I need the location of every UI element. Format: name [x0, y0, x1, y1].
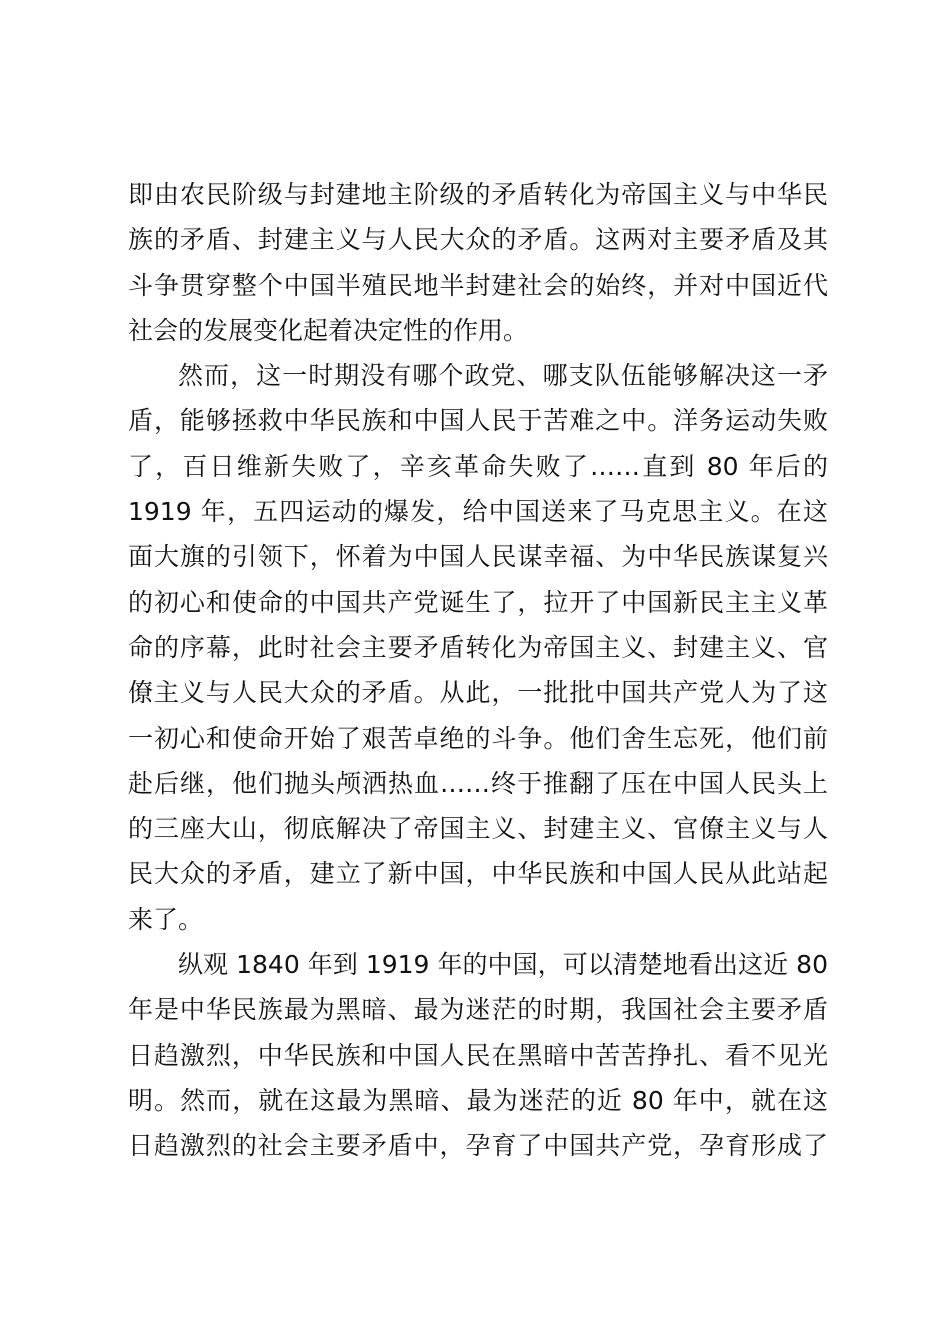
- paragraph-2-line-10: 赴后继，他们抛头颅洒热血……终于推翻了压在中国人民头上: [128, 768, 828, 798]
- paragraph-2-line-11: 的三座大山，彻底解决了帝国主义、封建主义、官僚主义与人: [128, 814, 828, 844]
- paragraph-1-line-4: 社会的发展变化起着决定性的作用。: [128, 315, 529, 345]
- paragraph-2-line-7: 命的序幕，此时社会主要矛盾转化为帝国主义、封建主义、官: [128, 632, 828, 662]
- paragraph-2-line-4: 1919 年，五四运动的爆发，给中国送来了马克思主义。在这: [128, 497, 828, 527]
- paragraph-2-line-9: 一初心和使命开始了艰苦卓绝的斗争。他们舍生忘死，他们前: [128, 723, 828, 753]
- paragraph-1-line-3: 斗争贯穿整个中国半殖民地半封建社会的始终，并对中国近代: [128, 270, 828, 300]
- paragraph-3-line-4: 明。然而，就在这最为黑暗、最为迷茫的近 80 年中，就在这: [128, 1085, 828, 1115]
- paragraph-3-line-5: 日趋激烈的社会主要矛盾中，孕育了中国共产党，孕育形成了: [128, 1131, 828, 1161]
- paragraph-2-line-3: 了，百日维新失败了，辛亥革命失败了……直到 80 年后的: [128, 451, 828, 481]
- body-text: [128, 172, 828, 1169]
- paragraph-3-line-3: 日趋激烈，中华民族和中国人民在黑暗中苦苦挣扎、看不见光: [128, 1040, 828, 1070]
- paragraph-1-line-2: 族的矛盾、封建主义与人民大众的矛盾。这两对主要矛盾及其: [128, 225, 828, 255]
- paragraph-2-line-12: 民大众的矛盾，建立了新中国，中华民族和中国人民从此站起: [128, 859, 828, 889]
- paragraph-2-line-5: 面大旗的引领下，怀着为中国人民谋幸福、为中华民族谋复兴: [128, 542, 828, 572]
- paragraph-2-line-1: 然而，这一时期没有哪个政党、哪支队伍能够解决这一矛: [178, 361, 828, 391]
- paragraph-3-line-1: 纵观 1840 年到 1919 年的中国，可以清楚地看出这近 80: [178, 950, 828, 980]
- paragraph-1-line-1: 即由农民阶级与封建地主阶级的矛盾转化为帝国主义与中华民: [128, 180, 828, 209]
- paragraph-2-line-13: 来了。: [128, 904, 204, 934]
- paragraph-3-line-2: 年是中华民族最为黑暗、最为迷茫的时期，我国社会主要矛盾: [128, 995, 828, 1025]
- paragraph-2-line-8: 僚主义与人民大众的矛盾。从此，一批批中国共产党人为了这: [128, 678, 828, 708]
- paragraph-2-line-2: 盾，能够拯救中华民族和中国人民于苦难之中。洋务运动失败: [128, 406, 828, 436]
- paragraph-2-line-6: 的初心和使命的中国共产党诞生了，拉开了中国新民主主义革: [128, 587, 828, 617]
